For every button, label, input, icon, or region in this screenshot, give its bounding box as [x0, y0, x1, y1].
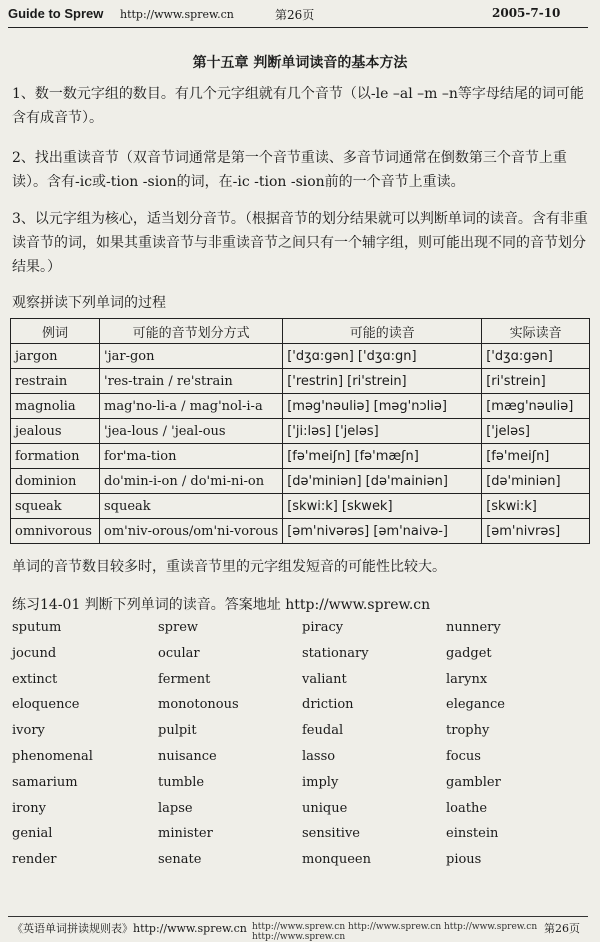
exercise-word: monotonous [158, 697, 239, 713]
syllable-cell: 'res-train / re'strain [100, 369, 283, 394]
exercise-word: elegance [446, 697, 505, 713]
page-header [0, 0, 600, 28]
exercise-word: nuisance [158, 748, 217, 764]
syllable-cell: 'jar-gon [100, 344, 283, 369]
footer-page-number: 第26页 [544, 922, 580, 935]
table-header-row [11, 319, 590, 344]
exercise-word: pulpit [158, 723, 197, 739]
exercise-word: feudal [302, 723, 344, 739]
exercise-word: valiant [302, 671, 347, 687]
header-date: 2005-7-10 [492, 6, 561, 20]
exercise-word-grid [12, 620, 592, 878]
syllable-cell: 'jea-lous / 'jeal-ous [100, 419, 283, 444]
possible-pronunciation-cell: [əm'nivərəs] [əm'naivə-] [283, 519, 482, 544]
exercise-word: render [12, 852, 57, 868]
exercise-word: stationary [302, 645, 369, 661]
list-item [12, 620, 592, 646]
actual-pronunciation-cell: [əm'nivrəs] [482, 519, 590, 544]
actual-pronunciation-cell: [skwi:k] [482, 494, 590, 519]
word-cell: jargon [11, 344, 100, 369]
exercise-word: tumble [158, 774, 205, 790]
possible-pronunciation-cell: ['ji:ləs] ['jeləs] [283, 419, 482, 444]
exercise-word: ivory [12, 723, 45, 739]
header-url: http://www.sprew.cn [120, 8, 234, 21]
word-cell: omnivorous [11, 519, 100, 544]
exercise-word: minister [158, 826, 213, 842]
exercise-word: gadget [446, 645, 492, 661]
possible-pronunciation-cell: [fə'meiʃn] [fə'mæʃn] [283, 444, 482, 469]
exercise-word: pious [446, 852, 482, 868]
table-row [11, 469, 590, 494]
word-cell: magnolia [11, 394, 100, 419]
rule-paragraph-2: 2、找出重读音节（双音节词通常是第一个音节重读、多音节词通常在倒数第三个音节上重读）。含有-ic或-tion -sion的词，在-ic -tion -sion前的一个音节上重读。 [12, 150, 567, 190]
syllable-cell: mag'no-li-a / mag'nol-i-a [100, 394, 283, 419]
actual-pronunciation-cell: [də'miniən] [482, 469, 590, 494]
footer-book-title: 《英语单词拼读规则表》http://www.sprew.cn [12, 922, 247, 935]
word-cell: squeak [11, 494, 100, 519]
column-header: 实际读音 [482, 319, 590, 344]
syllable-cell: squeak [100, 494, 283, 519]
list-item [12, 697, 592, 723]
exercise-word: monqueen [302, 852, 371, 868]
possible-pronunciation-cell: [məg'nəuliə] [məg'nɔliə] [283, 394, 482, 419]
table-row [11, 344, 590, 369]
rule-paragraph-1: 1、数一数元字组的数目。有几个元字组就有几个音节（以-le –al –m –n等字母结尾的词可能含有成音节）。 [12, 86, 584, 126]
possible-pronunciation-cell: [də'miniən] [də'mainiən] [283, 469, 482, 494]
word-cell: restrain [11, 369, 100, 394]
footer-divider [8, 916, 588, 917]
exercise-word: ocular [158, 645, 200, 661]
possible-pronunciation-cell: [skwi:k] [skwek] [283, 494, 482, 519]
exercise-heading: 练习14-01 判断下列单词的读音。答案地址 http://www.sprew.cn [12, 597, 431, 613]
list-item [12, 826, 592, 852]
exercise-word: lasso [302, 748, 336, 764]
column-header: 可能的读音 [283, 319, 482, 344]
column-header: 例词 [11, 319, 100, 344]
exercise-word: extinct [12, 671, 58, 687]
footer-urls: http://www.sprew.cn http://www.sprew.cn http://www.sprew.cn http://www.sprew.cn [252, 922, 538, 942]
possible-pronunciation-cell: ['dʒɑ:gən] ['dʒɑ:gn] [283, 344, 482, 369]
exercise-word: sprew [158, 620, 199, 635]
exercise-word: phenomenal [12, 748, 93, 764]
exercise-word: eloquence [12, 697, 80, 713]
actual-pronunciation-cell: [ri'strein] [482, 369, 590, 394]
list-item [12, 801, 592, 827]
word-cell: formation [11, 444, 100, 469]
exercise-word: jocund [12, 645, 57, 661]
chapter-title: 第十五章 判断单词读音的基本方法 [192, 55, 408, 71]
word-cell: dominion [11, 469, 100, 494]
syllable-table [10, 318, 590, 544]
column-header: 可能的音节划分方式 [100, 319, 283, 344]
header-page-number: 第26页 [275, 8, 315, 22]
table-row [11, 444, 590, 469]
list-item [12, 749, 592, 775]
exercise-word: gambler [446, 774, 501, 790]
exercise-word: trophy [446, 723, 490, 739]
table-caption: 观察拼读下列单词的过程 [12, 295, 166, 311]
list-item [12, 775, 592, 801]
exercise-word: senate [158, 852, 202, 868]
actual-pronunciation-cell: ['dʒɑ:gən] [482, 344, 590, 369]
exercise-word: samarium [12, 774, 78, 790]
word-cell: jealous [11, 419, 100, 444]
exercise-word: loathe [446, 800, 488, 816]
exercise-word: einstein [446, 826, 499, 842]
exercise-word: unique [302, 800, 348, 816]
exercise-word: nunnery [446, 620, 501, 635]
table-row [11, 494, 590, 519]
exercise-word: focus [446, 748, 481, 764]
exercise-word: imply [302, 774, 339, 790]
actual-pronunciation-cell: [fə'meiʃn] [482, 444, 590, 469]
syllable-cell: for'ma-tion [100, 444, 283, 469]
exercise-word: irony [12, 800, 46, 816]
table-row [11, 369, 590, 394]
actual-pronunciation-cell: [mæg'nəuliə] [482, 394, 590, 419]
summary-note: 单词的音节数目较多时，重读音节里的元字组发短音的可能性比较大。 [12, 559, 446, 575]
brand-title: Guide to Sprew [8, 6, 104, 21]
exercise-word: piracy [302, 620, 344, 635]
rule-paragraph-3: 3、以元字组为核心，适当划分音节。（根据音节的划分结果就可以判断单词的读音。含有非重读音节的词，如果其重读音节与非重读音节之间只有一个辅字组，则可能出现不同的音节划分结果。） [12, 211, 588, 275]
exercise-word: lapse [158, 800, 193, 816]
exercise-word: ferment [158, 671, 211, 687]
actual-pronunciation-cell: ['jeləs] [482, 419, 590, 444]
exercise-word: sensitive [302, 826, 360, 842]
possible-pronunciation-cell: ['restrin] [ri'strein] [283, 369, 482, 394]
exercise-word: driction [302, 697, 354, 713]
table-row [11, 394, 590, 419]
syllable-cell: om'niv-orous/om'ni-vorous [100, 519, 283, 544]
list-item [12, 672, 592, 698]
table-row [11, 519, 590, 544]
exercise-word: larynx [446, 671, 488, 687]
header-divider [8, 27, 588, 28]
syllable-cell: do'min-i-on / do'mi-ni-on [100, 469, 283, 494]
list-item [12, 852, 592, 878]
list-item [12, 723, 592, 749]
exercise-word: genial [12, 826, 53, 842]
table-row [11, 419, 590, 444]
exercise-word: sputum [12, 620, 62, 635]
list-item [12, 646, 592, 672]
